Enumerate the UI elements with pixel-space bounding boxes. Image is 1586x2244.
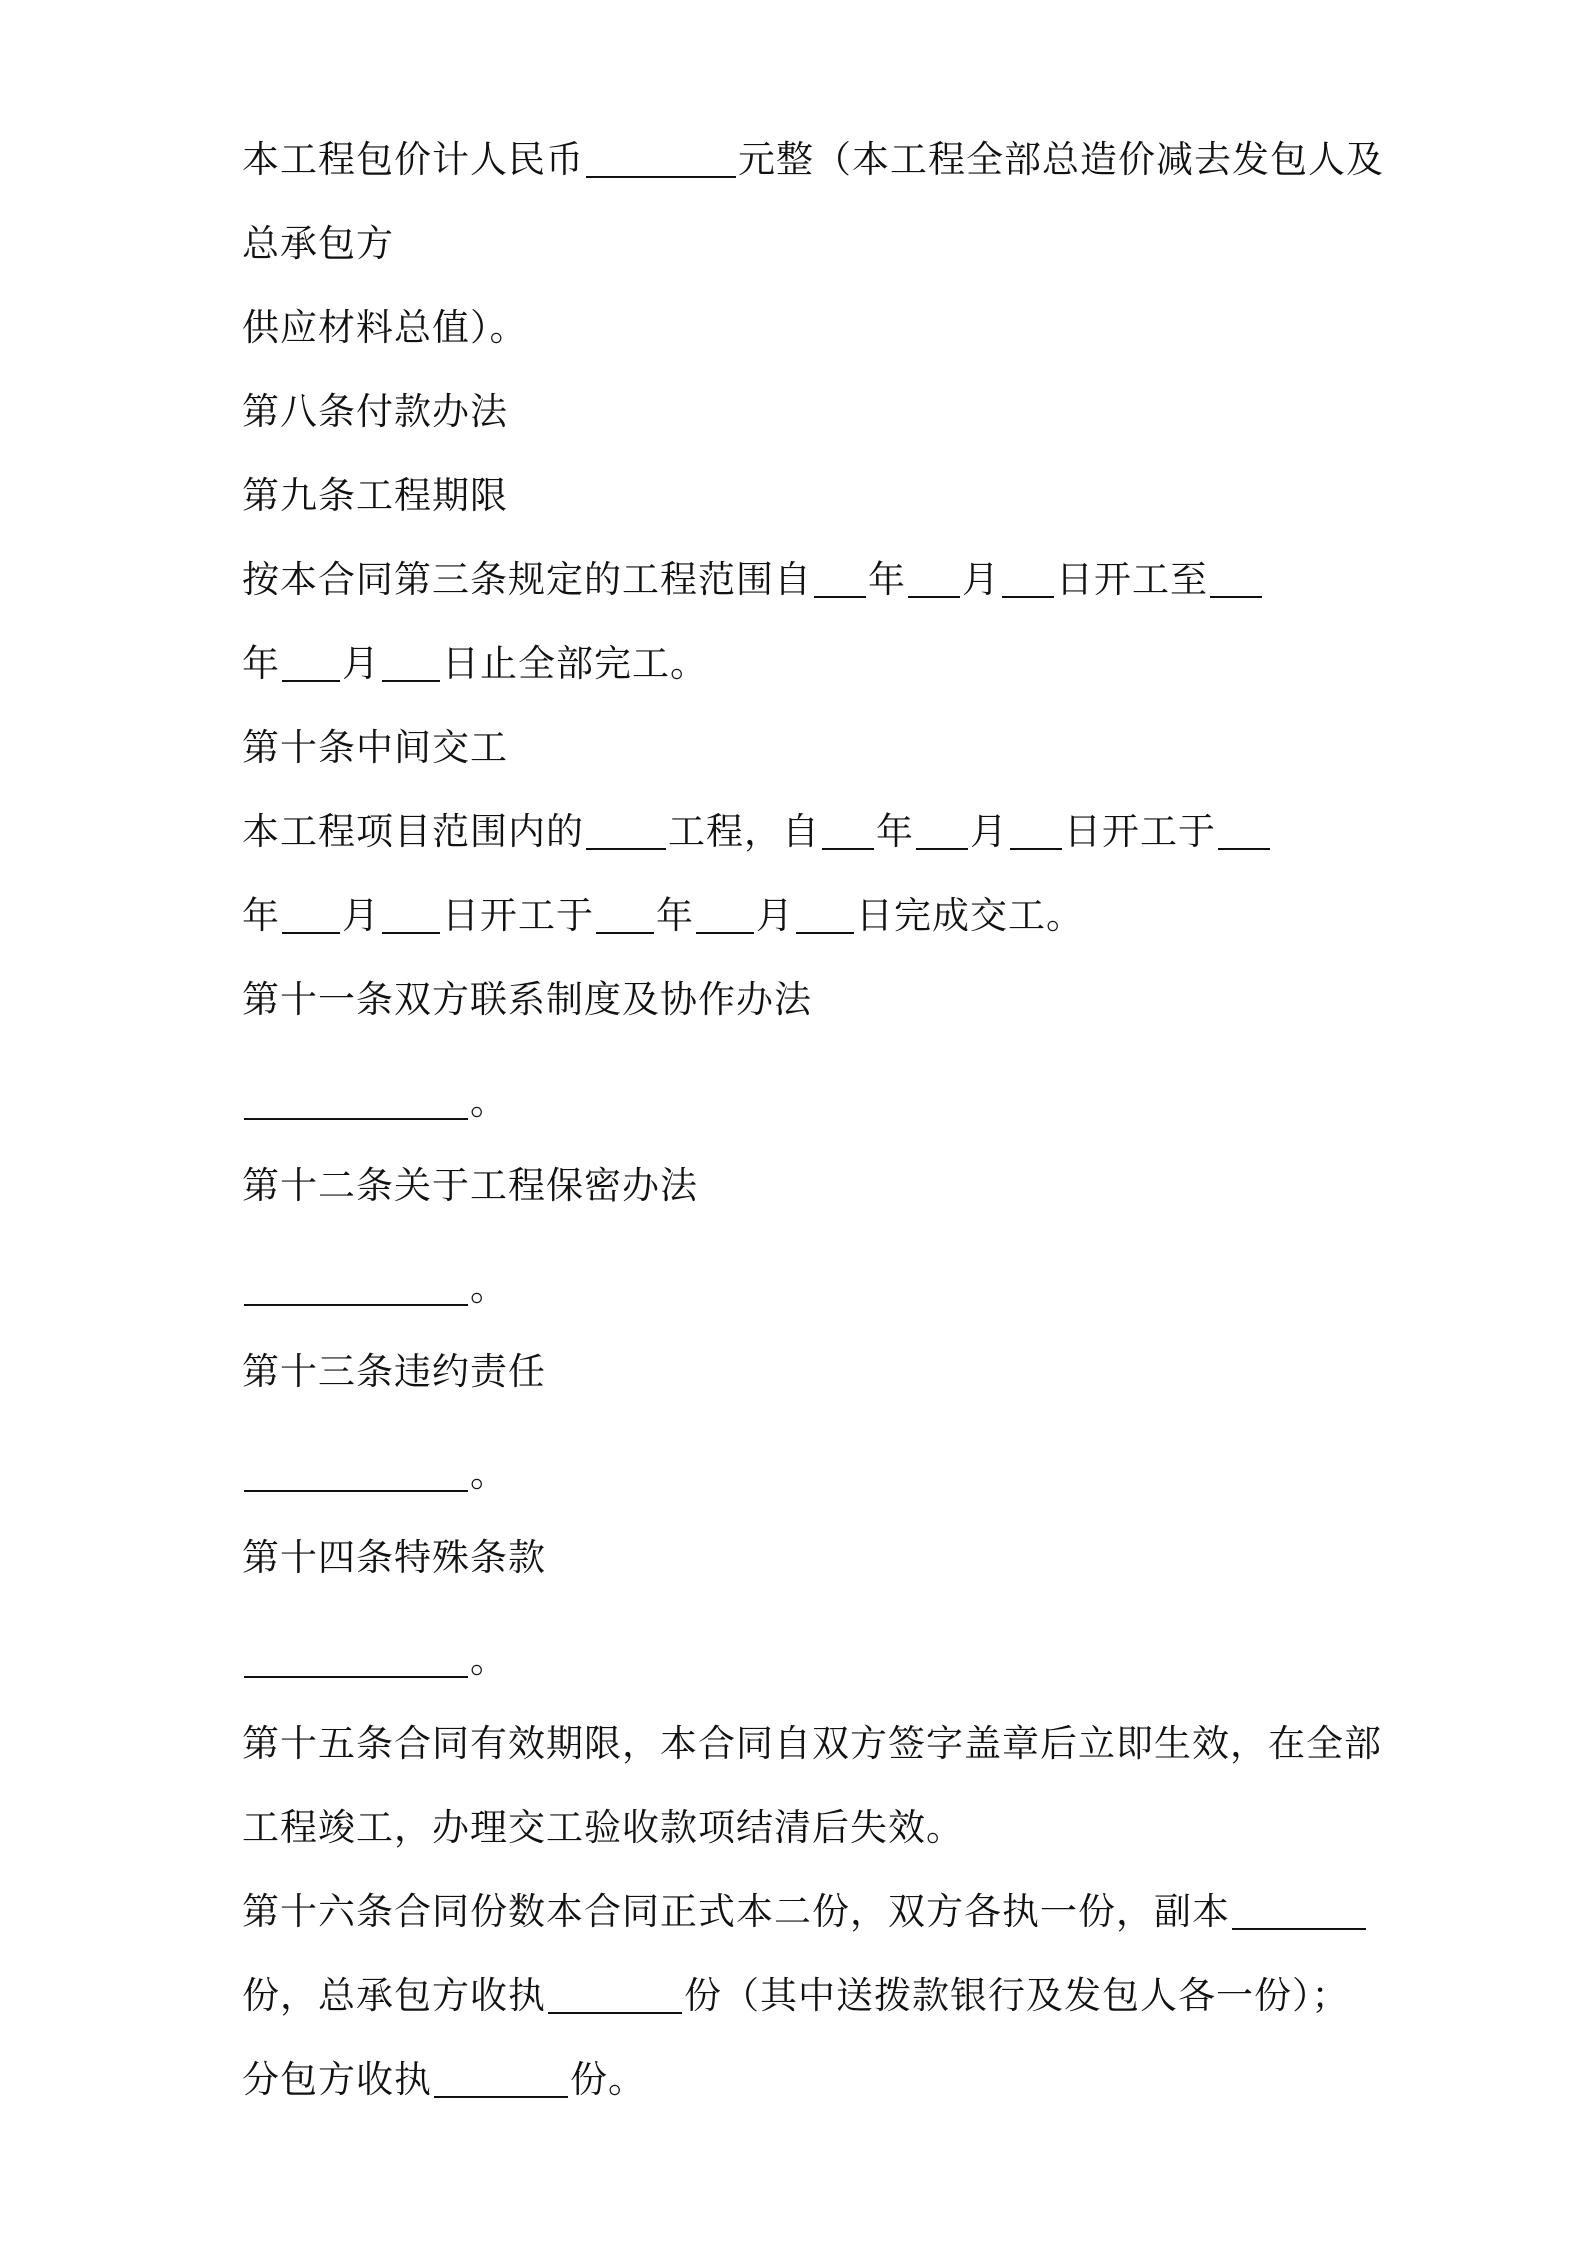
- text: 元整（本工程全部总造价减去发包人及: [738, 138, 1384, 181]
- blank-field: [282, 640, 340, 682]
- heading-text: 第十四条特殊条款: [242, 1536, 546, 1579]
- text: 月: [756, 894, 794, 937]
- blank-field: [1002, 556, 1054, 598]
- period-mark: 。: [470, 1452, 508, 1495]
- blank-field: [434, 2056, 568, 2098]
- article-9-heading: [242, 464, 1362, 548]
- text: 日开工于: [1064, 810, 1216, 853]
- text: 工程竣工，办理交工验收款项结清后失效。: [242, 1806, 964, 1849]
- article-14-blank-line: [242, 1628, 1362, 1712]
- period-mark: 。: [470, 1080, 508, 1123]
- heading-text: 第十三条违约责任: [242, 1350, 546, 1393]
- blank-field: [548, 1972, 682, 2014]
- article-11-heading: [242, 968, 1362, 1052]
- text: 年: [242, 894, 280, 937]
- article-10-body: [242, 800, 1362, 884]
- heading-text: 第九条工程期限: [242, 474, 508, 517]
- heading-text: 第十条中间交工: [242, 726, 508, 769]
- article-10-body-cont: [242, 884, 1362, 968]
- blank-field: [908, 556, 960, 598]
- article-16-body-cont: [242, 1964, 1362, 2048]
- article-9-body-cont: [242, 632, 1362, 716]
- text: 份（其中送拨款银行及发包人各一份）；: [684, 1974, 1350, 2017]
- period-mark: 。: [470, 1266, 508, 1309]
- text: 月: [962, 558, 1000, 601]
- article-16-body: [242, 1880, 1362, 1964]
- blank-field: [244, 1636, 468, 1678]
- article-11-blank-line: [242, 1070, 1362, 1154]
- article-9-body: [242, 548, 1362, 632]
- blank-field: [1218, 808, 1270, 850]
- blank-field: [586, 808, 666, 850]
- blank-field: [916, 808, 968, 850]
- text: 月: [342, 894, 380, 937]
- text: 第十六条合同份数本合同正式本二份，双方各执一份，副本: [242, 1890, 1230, 1933]
- article-16-body-cont: [242, 2048, 1362, 2132]
- article-12-blank-line: [242, 1256, 1362, 1340]
- blank-field: [382, 892, 440, 934]
- article-12-heading: [242, 1154, 1362, 1238]
- contract-price-line-cont: [242, 296, 1362, 380]
- blank-field: [596, 892, 654, 934]
- text: 日完成交工。: [856, 894, 1084, 937]
- blank-field: [244, 1078, 468, 1120]
- blank-field: [1010, 808, 1062, 850]
- contract-price-line-cont: [242, 212, 1362, 296]
- text: 工程，自: [668, 810, 820, 853]
- blank-field: [244, 1264, 468, 1306]
- text: 分包方收执: [242, 2058, 432, 2101]
- blank-field: [1210, 556, 1262, 598]
- text: 供应材料总值）。: [242, 306, 528, 349]
- article-14-heading: [242, 1526, 1362, 1610]
- text: 份。: [570, 2058, 646, 2101]
- article-15-body: [242, 1712, 1382, 1796]
- blank-field: [696, 892, 754, 934]
- text: 第十五条合同有效期限，本合同自双方签字盖章后立即生效，在全部: [242, 1722, 1382, 1765]
- heading-text: 第十二条关于工程保密办法: [242, 1164, 698, 1207]
- period-mark: 。: [470, 1638, 508, 1681]
- blank-field: [822, 808, 874, 850]
- text: 总承包方: [242, 222, 394, 265]
- blank-field: [586, 136, 736, 178]
- blank-field: [814, 556, 866, 598]
- text: 份，总承包方收执: [242, 1974, 546, 2017]
- blank-field: [382, 640, 440, 682]
- text: 年: [868, 558, 906, 601]
- text: 月: [970, 810, 1008, 853]
- text: 日开工于: [442, 894, 594, 937]
- text: 年: [242, 642, 280, 685]
- blank-field: [244, 1450, 468, 1492]
- contract-price-line: [242, 128, 1384, 212]
- text: 本工程项目范围内的: [242, 810, 584, 853]
- article-8-heading: [242, 380, 1362, 464]
- text: 年: [876, 810, 914, 853]
- heading-text: 第八条付款办法: [242, 390, 508, 433]
- text: 日止全部完工。: [442, 642, 708, 685]
- blank-field: [796, 892, 854, 934]
- article-15-body-cont: [242, 1796, 1362, 1880]
- article-13-heading: [242, 1340, 1362, 1424]
- blank-field: [282, 892, 340, 934]
- text: 日开工至: [1056, 558, 1208, 601]
- text: 年: [656, 894, 694, 937]
- article-13-blank-line: [242, 1442, 1362, 1526]
- text: 月: [342, 642, 380, 685]
- heading-text: 第十一条双方联系制度及协作办法: [242, 978, 812, 1021]
- text: 按本合同第三条规定的工程范围自: [242, 558, 812, 601]
- blank-field: [1232, 1888, 1366, 1930]
- article-10-heading: [242, 716, 1362, 800]
- contract-page: [242, 128, 1384, 2132]
- text: 本工程包价计人民币: [242, 138, 584, 181]
